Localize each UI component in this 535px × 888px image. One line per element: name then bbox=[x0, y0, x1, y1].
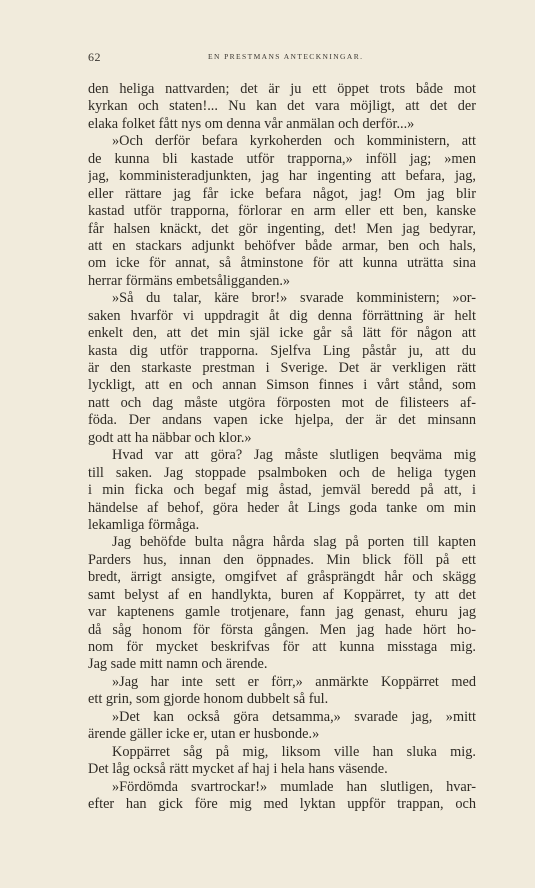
text-line: »Så du talar, käre bror!» svarade komministern; »or- bbox=[112, 290, 476, 307]
text-line: godt att ha näbbar och klor.» bbox=[88, 429, 252, 446]
text-line: »Och derför befara kyrkoherden och komministern, att bbox=[112, 133, 476, 150]
text-line: bredt, ärrigt ansigte, omgifvet af gråsprängdt hår och skägg bbox=[88, 569, 476, 586]
text-line: enkelt den, att det min själ icke går så lätt för någon att bbox=[88, 325, 476, 342]
text-line: nom för mycket beskrifvas för att kunna misstaga mig. bbox=[88, 639, 476, 655]
text-line: eller rättare jag får icke befara något, jag! Om jag blir bbox=[88, 185, 476, 202]
text-line: samt belyst af en handlykta, buren af Koppärret, ty att det bbox=[88, 586, 476, 603]
text-line: då såg honom för första gången. Men jag hade hört ho- bbox=[88, 621, 476, 638]
text-line: den heliga nattvarden; det är ju ett öppet trots både mot bbox=[88, 81, 476, 97]
text-line: att en stackars adjunkt behöfver både armar, ben och hals, bbox=[88, 237, 476, 254]
text-line: Koppärret såg på mig, liksom ville han sluka mig. bbox=[112, 743, 476, 760]
text-line: Hvad var att göra? Jag måste slutligen beqväma mig bbox=[112, 447, 476, 464]
text-line: lyckligt, att en och annan Simson finnes i vårt stånd, som bbox=[88, 377, 476, 394]
text-line: får halsen knäckt, det gör ingenting, det! Men jag bedyrar, bbox=[88, 220, 476, 237]
text-line: saken hvarför vi uppdragit åt dig denna förrättning är helt bbox=[88, 307, 476, 324]
text-line: kasta dig utför trapporna. Sjelfva Ling påstår ju, att du bbox=[88, 342, 476, 359]
text-line: ett grin, som gjorde honom dubbelt så ful. bbox=[88, 691, 329, 708]
text-line: ärende gäller icke er, utan er husbonde.» bbox=[88, 726, 320, 743]
text-line: händelse af behof, göra heder åt Lings goda tanke om min bbox=[88, 499, 476, 516]
text-line: Parders hus, innan den öppnades. Min blick föll på ett bbox=[88, 551, 476, 568]
text-line: kastad utför trapporna, förlorar en arm eller ett ben, kanske bbox=[88, 203, 476, 220]
running-title: EN PRESTMANS ANTECKNINGAR. bbox=[208, 52, 364, 61]
text-line: jag, komministeradjunkten, jag har ingenting att befara, jag, bbox=[88, 168, 476, 185]
text-line: »Jag har inte sett er förr,» anmärkte Koppärret med bbox=[112, 673, 476, 690]
text-line: är den starkaste prestman i Sverige. Det är verkligen rätt bbox=[88, 360, 476, 376]
text-line: »Fördömda svartrockar!» mumlade han slutligen, hvar- bbox=[112, 778, 476, 795]
text-line: Jag behöfde bulta några hårda slag på porten till kapten bbox=[112, 534, 476, 551]
page-header bbox=[88, 50, 476, 68]
text-line: Det låg också rätt mycket af haj i hela hans väsende. bbox=[88, 761, 388, 778]
text-line: »Det kan också göra detsamma,» svarade jag, »mitt bbox=[112, 708, 476, 725]
text-line: herrar förmäns embetsåligganden.» bbox=[88, 272, 291, 289]
text-line: de kunna bli kastade utför trapporna,» inföll jag; »men bbox=[88, 150, 476, 167]
text-line: i min ficka och begaf mig åstad, jemväl beredd på att, i bbox=[88, 482, 476, 499]
text-line: kyrkan och staten!... Nu kan det vara möjligt, att det der bbox=[88, 98, 476, 115]
text-line: efter han gick före mig med lyktan uppför trappan, och bbox=[88, 795, 476, 812]
text-line: till saken. Jag stoppade psalmboken och de heliga tygen bbox=[88, 464, 476, 481]
text-line: var kaptenens gamle trotjenare, fann jag genast, ehuru jag bbox=[88, 604, 476, 621]
text-line: föda. Der andans vapen icke hjelpa, der är det minsann bbox=[88, 412, 476, 429]
page-number: 62 bbox=[88, 50, 101, 64]
text-line: natt och dag måste utgöra förposten mot de filisteers af- bbox=[88, 394, 476, 411]
body-text bbox=[88, 81, 476, 813]
text-line: om icke för annat, så åtminstone för att kunna uträtta sina bbox=[88, 255, 476, 272]
text-line: Jag sade mitt namn och ärende. bbox=[88, 656, 268, 673]
text-line: elaka folket fått nys om denna vår anmälan och derför...» bbox=[88, 115, 415, 132]
text-line: lekamliga förmåga. bbox=[88, 516, 200, 533]
